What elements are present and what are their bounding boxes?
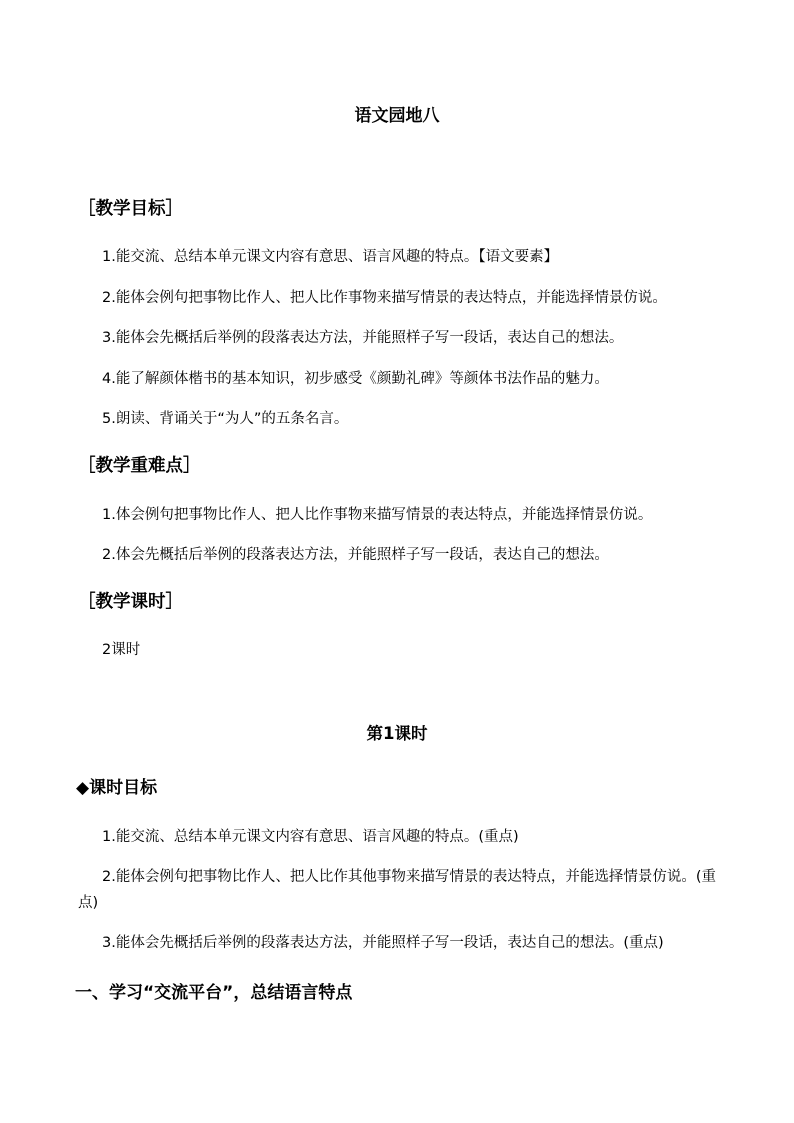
- goal-item-4: 4.能了解颜体楷书的基本知识，初步感受《颜勤礼碑》等颜体书法作品的魅力。: [102, 371, 609, 387]
- goal-item-1: 1.能交流、总结本单元课文内容有意思、语言风趣的特点。【语文要素】: [102, 249, 559, 265]
- goal-item-2: 2.能体会例句把事物比作人、把人比作事物来描写情景的表达特点，并能选择情景仿说。: [102, 290, 667, 306]
- class-hours-value: 2课时: [102, 642, 141, 658]
- lesson-goal-item-2: 2.能体会例句把事物比作人、把人比作其他事物来描写情景的表达特点，并能选择情景仿说。(重点): [78, 869, 716, 911]
- document-title: 语文园地八: [354, 106, 440, 126]
- lesson-goal-item-1: 1.能交流、总结本单元课文内容有意思、语言风趣的特点。(重点): [102, 829, 519, 845]
- lesson-1-title: 第1课时: [366, 724, 428, 743]
- section-heading-teaching-goals: ［教学目标］: [78, 199, 183, 219]
- lesson-goals-heading: ◆课时目标: [76, 778, 158, 798]
- section-heading-key-points: ［教学重难点］: [78, 456, 201, 476]
- section-heading-class-hours: ［教学课时］: [78, 592, 183, 612]
- key-point-item-1: 1.体会例句把事物比作人、把人比作事物来描写情景的表达特点，并能选择情景仿说。: [102, 507, 653, 523]
- part-1-heading: 一、学习“交流平台”，总结语言特点: [75, 983, 353, 1003]
- goal-item-3: 3.能体会先概括后举例的段落表达方法，并能照样子写一段话，表达自己的想法。: [102, 330, 624, 346]
- lesson-goal-item-3: 3.能体会先概括后举例的段落表达方法，并能照样子写一段话，表达自己的想法。(重点): [102, 935, 664, 951]
- goal-item-5: 5.朗读、背诵关于“为人”的五条名言。: [102, 411, 349, 427]
- key-point-item-2: 2.体会先概括后举例的段落表达方法，并能照样子写一段话，表达自己的想法。: [102, 547, 609, 563]
